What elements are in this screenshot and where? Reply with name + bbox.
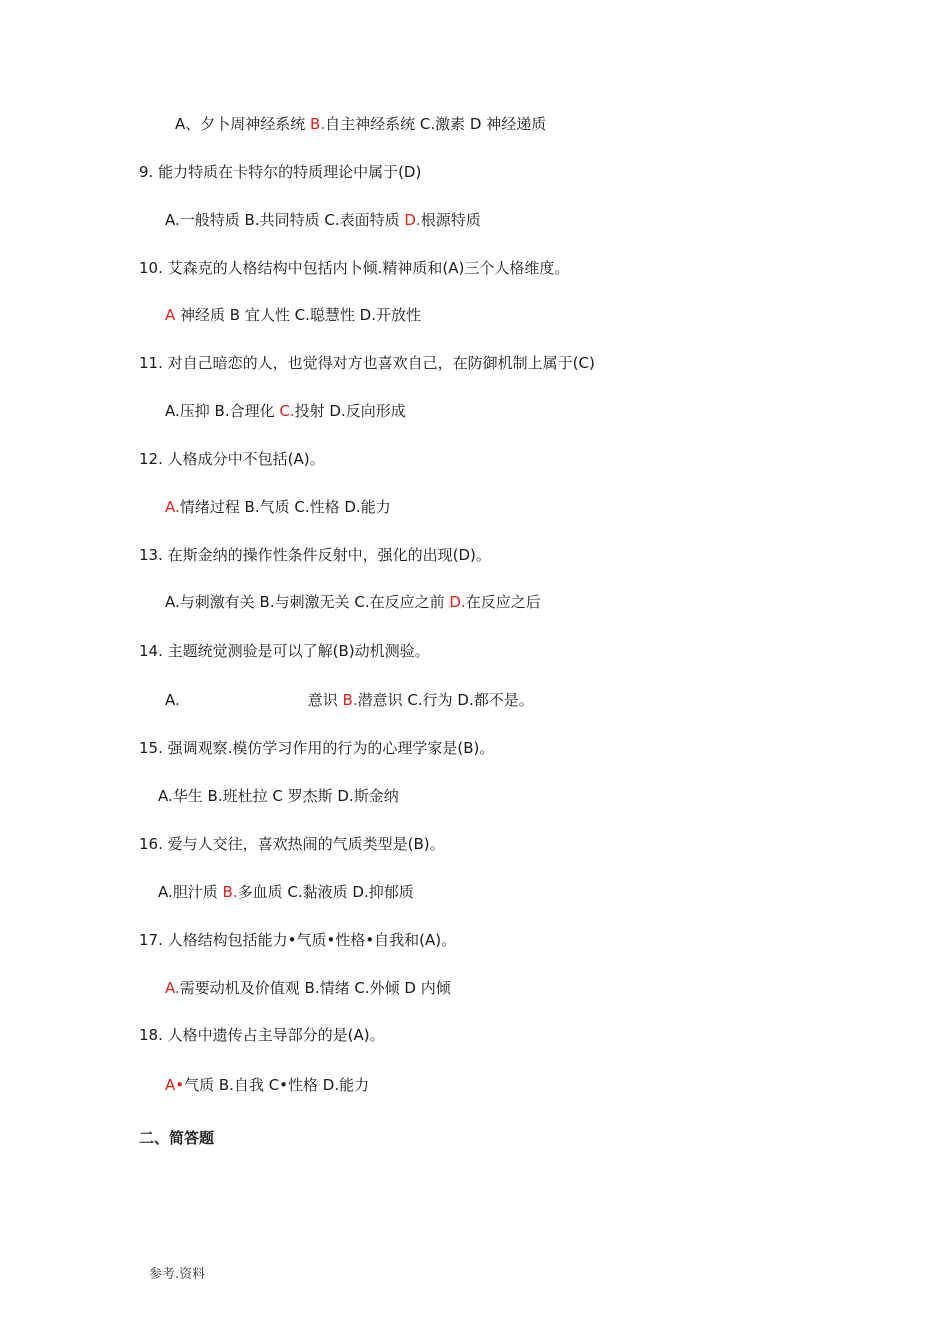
question-18: 18. 人格中遗传占主导部分的是(A)。 [139, 1026, 385, 1044]
answer-marker: B. [222, 883, 238, 901]
option-text: A.压抑 B.合理化 [165, 402, 280, 420]
option-text: 需要动机及价值观 B.情绪 C.外倾 D 内倾 [179, 979, 451, 997]
answer-marker: D. [449, 593, 466, 611]
answer-marker: A. [165, 498, 180, 516]
option-text: 在反应之后 [465, 593, 541, 611]
option-text: A.一般特质 B.共同特质 C.表面特质 [165, 211, 405, 229]
question-11: 11. 对自己暗恋的人，也觉得对方也喜欢自己，在防御机制上属于(C) [139, 354, 595, 372]
question-13: 13. 在斯金纳的操作性条件反射中，强化的出现(D)。 [139, 546, 491, 564]
option-text: 自主神经系统 C.激素 D 神经递质 [325, 115, 547, 133]
option-line-18 [165, 1075, 369, 1095]
answer-marker: B. [342, 691, 358, 709]
option-line-13 [165, 592, 541, 612]
option-text: 情绪过程 B.气质 C.性格 D.能力 [179, 498, 391, 516]
option-line-9 [165, 210, 481, 230]
page-footer: 参考.资料 [149, 1267, 206, 1282]
option-line-14 [165, 690, 534, 710]
question-14: 14. 主题统觉测验是可以了解(B)动机测验。 [139, 642, 430, 660]
option-line-10 [165, 305, 421, 325]
option-line-16 [158, 882, 414, 902]
answer-marker: A• [165, 1076, 185, 1094]
option-text: 意识 [307, 691, 343, 709]
question-10: 10. 艾森克的人格结构中包括内卜倾.精神质和(A)三个人格维度。 [139, 259, 570, 277]
option-text: A. [165, 691, 180, 709]
option-line-11 [165, 401, 406, 421]
answer-marker: D. [404, 211, 421, 229]
option-text: A.与刺激有关 B.与刺激无关 C.在反应之前 [165, 593, 450, 611]
option-text: 潜意识 C.行为 D.都不是。 [357, 691, 534, 709]
answer-marker: B. [310, 115, 326, 133]
option-text: 投射 D.反向形成 [294, 402, 406, 420]
option-text: 根源特质 [420, 211, 481, 229]
question-16: 16. 爱与人交往，喜欢热闹的气质类型是(B)。 [139, 835, 445, 853]
section-heading: 二、简答题 [139, 1129, 215, 1147]
question-17: 17. 人格结构包括能力•气质•性格•自我和(A)。 [139, 931, 457, 949]
option-line-12 [165, 497, 391, 517]
question-9: 9. 能力特质在卡特尔的特质理论中属于(D) [139, 163, 422, 181]
question-12: 12. 人格成分中不包括(A)。 [139, 450, 325, 468]
option-text: A、夕卜周神经系统 [175, 115, 311, 133]
option-line-17 [165, 978, 451, 998]
option-text: 多血质 C.黏液质 D.抑郁质 [237, 883, 414, 901]
answer-marker: C. [279, 402, 295, 420]
option-text: 气质 B.自我 C•性格 D.能力 [184, 1076, 370, 1094]
answer-marker: A [165, 306, 176, 324]
question-15: 15. 强调观察.模仿学习作用的行为的心理学家是(B)。 [139, 739, 495, 757]
option-text: 神经质 B 宜人性 C.聪慧性 D.开放性 [175, 306, 421, 324]
option-text: A.胆汁质 [158, 883, 223, 901]
option-line-15: A.华生 B.班杜拉 C 罗杰斯 D.斯金纳 [158, 787, 399, 805]
answer-marker: A. [165, 979, 180, 997]
option-line-8 [175, 114, 546, 134]
